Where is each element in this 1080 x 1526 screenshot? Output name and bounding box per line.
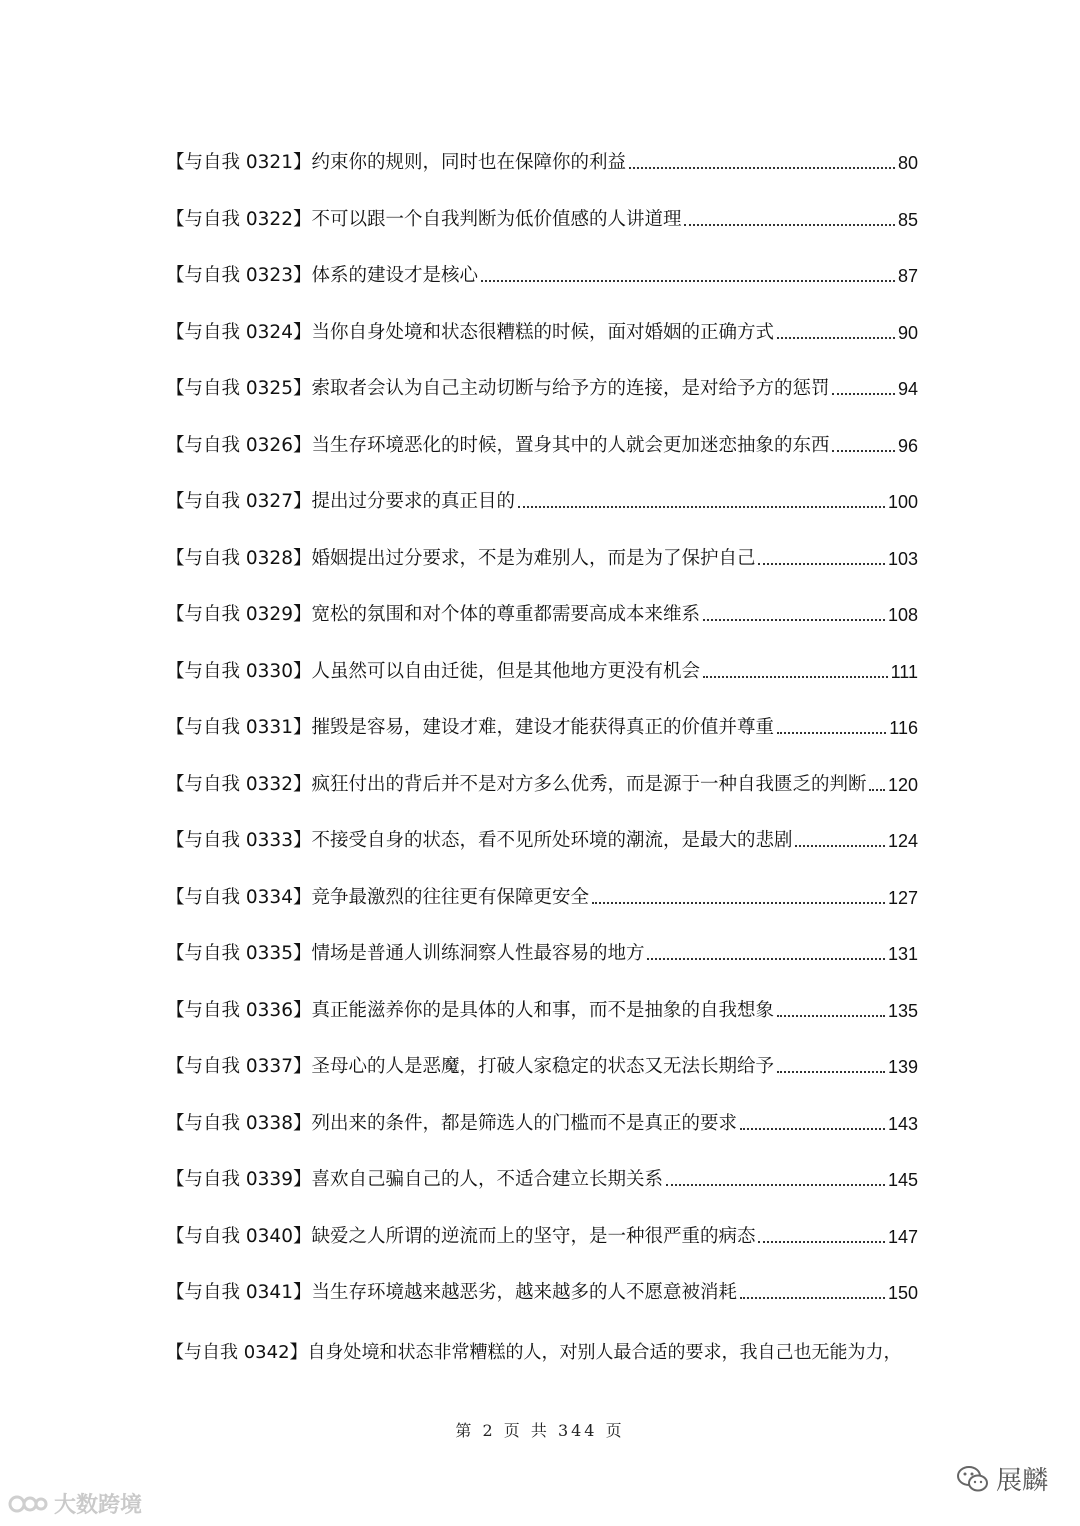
toc-entry[interactable]	[166, 875, 918, 909]
watermark-left-text: 大数跨境	[54, 1493, 143, 1518]
toc-dot-leader	[832, 393, 895, 395]
toc-entry[interactable]	[166, 479, 918, 513]
toc-dot-leader	[758, 563, 884, 565]
toc-entry-title: 【与自我 0332】疯狂付出的背后并不是对方多么优秀，而是源于一种自我匮乏的判断	[166, 773, 867, 795]
toc-entry-title: 【与自我 0327】提出过分要求的真正目的	[166, 491, 515, 512]
toc-entry[interactable]	[166, 253, 918, 287]
toc-entry-title: 【与自我 0335】情场是普通人训练洞察人性最容易的地方	[166, 943, 645, 964]
toc-entry-title: 【与自我 0341】当生存环境越来越恶劣，越来越多的人不愿意被消耗	[166, 1282, 737, 1303]
toc-entry[interactable]	[166, 1101, 918, 1135]
toc-entry[interactable]	[166, 1157, 918, 1191]
toc-dot-leader	[518, 506, 885, 508]
toc-dot-leader	[758, 1241, 884, 1243]
toc-entry-title: 【与自我 0337】圣母心的人是恶魔，打破人家稳定的状态又无法长期给予	[166, 1056, 774, 1077]
toc-dot-leader	[740, 1128, 885, 1130]
toc-entry[interactable]	[166, 705, 918, 739]
brand-logo-icon	[8, 1491, 48, 1517]
toc-entry-page-number: 147	[887, 1226, 918, 1247]
toc-entry-title: 【与自我 0338】列出来的条件，都是筛选人的门槛而不是真正的要求	[166, 1112, 737, 1134]
toc-dot-leader	[629, 167, 895, 169]
toc-entry-page-number: 127	[887, 887, 918, 908]
watermark-left	[8, 1488, 142, 1519]
toc-entry[interactable]	[166, 1214, 918, 1248]
toc-entry[interactable]	[166, 366, 918, 400]
toc-entry[interactable]	[166, 988, 918, 1022]
toc-entry-page-number: 94	[897, 379, 918, 399]
toc-entry[interactable]	[166, 310, 918, 344]
toc-entry-title: 【与自我 0342】自身处境和状态非常糟糕的人，对别人最合适的要求，我自己也无能为力，	[166, 1342, 902, 1363]
watermark-right	[956, 1460, 1048, 1497]
toc-entry-title: 【与自我 0322】不可以跟一个自我判断为低价值感的人讲道理	[166, 208, 682, 230]
toc-dot-leader	[777, 337, 895, 339]
toc-entry-page-number: 120	[887, 774, 918, 795]
toc-entry-page-number: 150	[887, 1283, 918, 1303]
toc-entry-page-number: 111	[890, 661, 918, 682]
watermark-right-text: 展麟	[996, 1466, 1049, 1496]
toc-entry-title: 【与自我 0326】当生存环境恶化的时候，置身其中的人就会更加迷恋抽象的东西	[166, 434, 830, 456]
toc-entry-page-number: 124	[887, 831, 918, 851]
toc-entry-page-number: 87	[897, 266, 918, 286]
toc-entry[interactable]	[166, 931, 918, 965]
toc-entry-title: 【与自我 0331】摧毁是容易，建设才难，建设才能获得真正的价值并尊重	[166, 717, 774, 738]
toc-entry-title: 【与自我 0336】真正能滋养你的是具体的人和事，而不是抽象的自我想象	[166, 999, 774, 1021]
toc-dot-leader	[481, 280, 895, 282]
toc-entry[interactable]	[166, 1044, 918, 1078]
toc-entry-title: 【与自我 0324】当你自身处境和状态很糟糕的时候，面对婚姻的正确方式	[166, 321, 774, 343]
toc-entry-title: 【与自我 0340】缺爱之人所谓的逆流而上的坚守，是一种很严重的病态	[166, 1225, 756, 1247]
page-number-footer: 第 2 页 共 344 页	[455, 1421, 625, 1440]
toc-dot-leader	[869, 789, 884, 791]
toc-entry-title: 【与自我 0334】竞争最激烈的往往更有保障更安全	[166, 886, 589, 908]
toc-entry-title: 【与自我 0333】不接受自身的状态，看不见所处环境的潮流，是最大的悲剧	[166, 830, 793, 851]
toc-entry-page-number: 108	[887, 605, 918, 625]
toc-entry-title: 【与自我 0323】体系的建设才是核心	[166, 265, 478, 286]
toc-entry-title: 【与自我 0328】婚姻提出过分要求，不是为难别人，而是为了保护自己	[166, 547, 756, 569]
toc-dot-leader	[777, 1015, 885, 1017]
toc-dot-leader	[592, 902, 885, 904]
toc-dot-leader	[777, 732, 886, 734]
toc-entry-title: 【与自我 0329】宽松的氛围和对个体的尊重都需要高成本来维系	[166, 604, 700, 625]
toc-entry[interactable]	[166, 140, 918, 174]
toc-dot-leader	[740, 1297, 885, 1299]
toc-entry-page-number: 135	[887, 1000, 918, 1021]
toc-entry-last-line[interactable]	[166, 1330, 918, 1364]
toc-entry-page-number: 80	[897, 153, 918, 173]
toc-entry[interactable]	[166, 818, 918, 852]
toc-entry-page-number: 90	[897, 322, 918, 343]
toc-entry[interactable]	[166, 423, 918, 457]
toc-entry[interactable]	[166, 592, 918, 626]
toc-entry-page-number: 96	[897, 435, 918, 456]
toc-entry-page-number: 143	[887, 1113, 918, 1134]
toc-entry-page-number: 85	[897, 209, 918, 230]
toc-entry[interactable]	[166, 762, 918, 796]
toc-entry-page-number: 131	[887, 944, 918, 964]
toc-entry[interactable]	[166, 649, 918, 683]
toc-entry[interactable]	[166, 536, 918, 570]
toc-entry-page-number: 116	[889, 718, 918, 738]
toc-dot-leader	[703, 619, 885, 621]
toc-dot-leader	[777, 1071, 885, 1073]
toc-dot-leader	[795, 845, 884, 847]
toc-entry-page-number: 139	[887, 1057, 918, 1077]
toc-entry-page-number: 145	[887, 1170, 918, 1190]
toc-dot-leader	[684, 224, 895, 226]
wechat-icon	[956, 1464, 990, 1494]
toc-entry-title: 【与自我 0325】索取者会认为自己主动切断与给予方的连接，是对给予方的惩罚	[166, 378, 830, 399]
toc-entry-page-number: 103	[887, 548, 918, 569]
toc-entry-title: 【与自我 0321】约束你的规则，同时也在保障你的利益	[166, 152, 626, 173]
toc-entry-title: 【与自我 0330】人虽然可以自由迁徙，但是其他地方更没有机会	[166, 660, 700, 682]
toc-entry[interactable]	[166, 197, 918, 231]
toc-entry[interactable]	[166, 1270, 918, 1304]
toc-dot-leader	[703, 676, 888, 678]
toc-entry-title: 【与自我 0339】喜欢自己骗自己的人，不适合建立长期关系	[166, 1169, 663, 1190]
toc-entry-page-number: 100	[887, 492, 918, 512]
toc-dot-leader	[666, 1184, 885, 1186]
toc-dot-leader	[832, 450, 895, 452]
toc-dot-leader	[647, 958, 884, 960]
